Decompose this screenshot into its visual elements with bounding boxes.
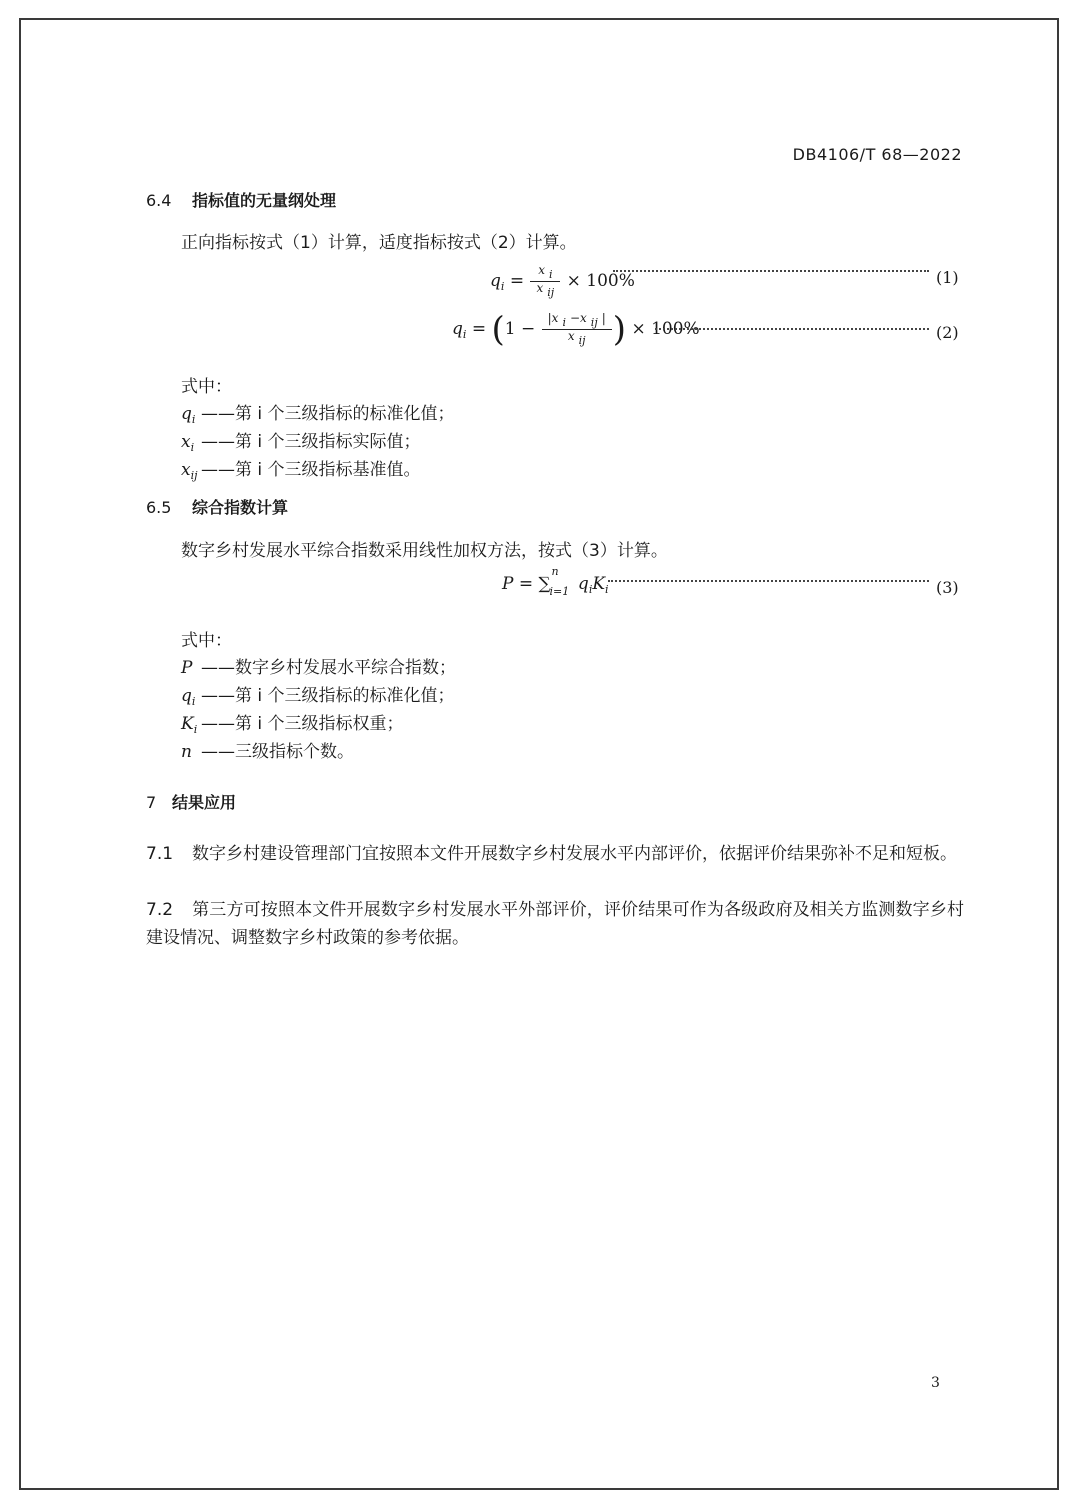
- section-6-5-intro: 数字乡村发展水平综合指数采用线性加权方法，按式（3）计算。: [181, 541, 668, 561]
- definition-row: $q_i$ ——第 i 个三级指标的标准化值；: [181, 404, 455, 426]
- section-6-4-heading: [146, 188, 336, 211]
- clause-7-1: [146, 840, 964, 868]
- section-7-heading: [146, 790, 236, 813]
- definition-row: n ——三级指标个数。: [181, 742, 354, 762]
- page-number: 3: [931, 1375, 940, 1391]
- formula-3-expression: P = ∑ n i=1 $q_iK_i$: [502, 565, 609, 598]
- clause-7-2: [146, 896, 964, 952]
- section-title: 综合指数计算: [192, 498, 289, 517]
- leader-dots: [608, 580, 929, 582]
- formula-1: [0, 258, 1080, 302]
- clause-text: 第三方可按照本文件开展数字乡村发展水平外部评价，评价结果可作为各级政府及相关方监测数字乡村建设情况、调整数字乡村政策的参考依据。: [146, 900, 964, 948]
- equation-number: (3): [936, 578, 959, 597]
- section-number: 6.5: [146, 498, 172, 517]
- where-label: 式中：: [181, 631, 232, 651]
- leader-dots: [655, 328, 929, 330]
- formula-3: [0, 565, 1080, 612]
- clause-number: 7.1: [146, 844, 174, 864]
- section-6-4-intro: 正向指标按式（1）计算，适度指标按式（2）计算。: [181, 233, 577, 253]
- definition-row: $q_i$ ——第 i 个三级指标的标准化值；: [181, 686, 455, 708]
- leader-dots: [613, 270, 929, 272]
- definition-row: $K_i$ ——第 i 个三级指标权重；: [181, 714, 404, 736]
- where-label: 式中：: [181, 377, 232, 397]
- section-number: 6.4: [146, 191, 172, 210]
- definition-row: $x_{ij}$ ——第 i 个三级指标基准值。: [181, 460, 421, 482]
- formula-2: [0, 309, 1080, 356]
- definition-row: P ——数字乡村发展水平综合指数；: [181, 658, 456, 678]
- equation-number: (2): [936, 323, 959, 342]
- formula-2-expression: $q_i = (1$ − $\frac{\text{|x i −x ij |}}{\text{x ij}}$ ) × 100%: [452, 309, 700, 350]
- definition-row: $x_i$ ——第 i 个三级指标实际值；: [181, 432, 421, 454]
- section-title: 结果应用: [172, 793, 237, 812]
- clause-text: 数字乡村建设管理部门宜按照本文件开展数字乡村发展水平内部评价，依据评价结果弥补不足和短板。: [192, 844, 957, 864]
- equation-number: (1): [936, 268, 959, 287]
- section-6-5-heading: [146, 495, 288, 518]
- document-number: DB4106/T 68—2022: [792, 145, 962, 164]
- formula-1-expression: $q_i$ = $\frac{\text{x i}}{\text{x ij}}$ × 100%: [490, 263, 635, 299]
- section-title: 指标值的无量纲处理: [192, 191, 337, 210]
- section-number: 7: [146, 793, 157, 812]
- clause-number: 7.2: [146, 900, 174, 920]
